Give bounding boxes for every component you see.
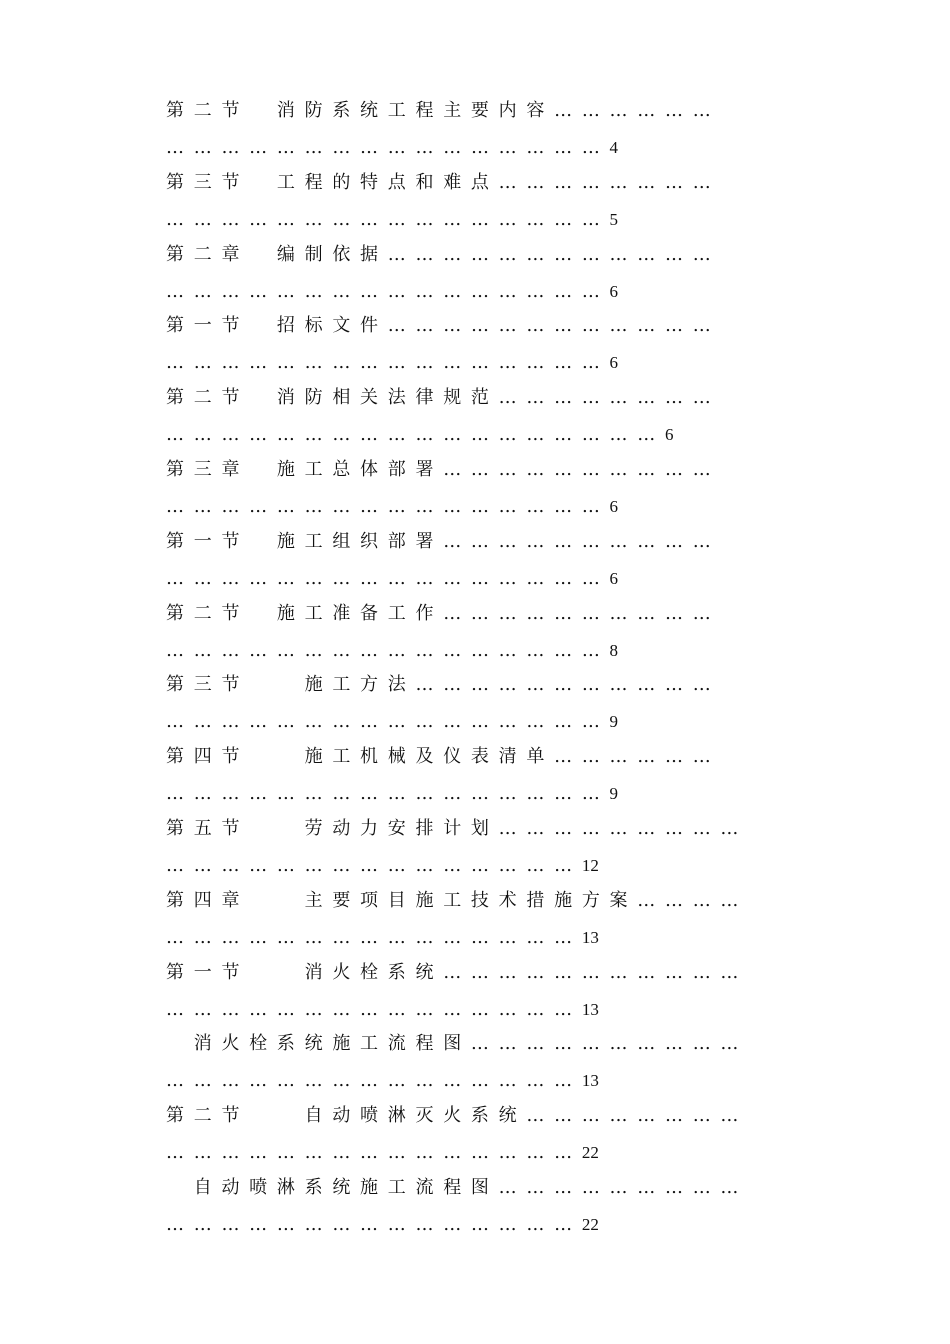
toc-leader-dots: … … … … … … … … … … … … … … … … [166,352,610,374]
toc-entry-title: 自 动 喷 淋 系 统 施 工 流 程 图 … … … … … … … … … [166,1177,741,1198]
toc-leader-dots: … … … … … … … … … … … … … … … … [166,496,610,517]
toc-page-number: 5 [609,209,619,229]
toc-leader-dots: … … … … … … … … … … … … … … … … [166,280,610,302]
toc-page-number: 13 [581,1071,599,1091]
toc-leader-dots: … … … … … … … … … … … … … … … [166,1070,582,1092]
toc-leader-dots: … … … … … … … … … … … … … … … [166,855,582,876]
toc-leader-dots: … … … … … … … … … … … … … … … [166,1214,582,1235]
toc-entry-leader-line [166,279,618,305]
toc-entry-leader-line [166,350,618,376]
toc-page-number: 8 [609,640,619,660]
toc-entry-title: 第 二 节 消 防 系 统 工 程 主 要 内 容 … … … … … … [166,100,713,121]
toc-leader-dots: … … … … … … … … … … … … … … … … [166,567,610,589]
toc-entry-leader-line [166,494,618,520]
toc-entry-leader-line [166,925,599,951]
toc-leader-dots: … … … … … … … … … … … … … … … [166,998,582,1020]
toc-page-number: 9 [609,784,619,804]
toc-page-number: 13 [581,999,599,1019]
toc-entry-title: 第 二 节 消 防 相 关 法 律 规 范 … … … … … … … … [166,387,713,409]
toc-entry-leader-line [166,709,618,735]
toc-leader-dots: … … … … … … … … … … … … … … … … [166,639,610,661]
toc-entry-title: 第 四 节 施 工 机 械 及 仪 表 清 单 … … … … … … [166,746,713,768]
toc-entry-leader-line [166,853,599,879]
toc-page-number: 12 [581,856,599,875]
toc-entry-leader-line [166,1068,599,1094]
toc-entry-title: 第 一 节 消 火 栓 系 统 … … … … … … … … … … … [166,961,741,983]
toc-page-number: 6 [665,425,674,445]
toc-page-number: 22 [581,1215,599,1234]
toc-entry-leader-line [166,422,674,448]
toc-leader-dots: … … … … … … … … … … … … … … … … … … [166,424,665,446]
toc-page-number: 13 [581,927,599,947]
toc-page-number: 6 [609,568,619,588]
toc-leader-dots: … … … … … … … … … … … … … … … [166,926,582,948]
toc-entry-title: 第 一 节 招 标 文 件 … … … … … … … … … … … … [166,315,713,337]
toc-leader-dots: … … … … … … … … … … … … … … … … [166,208,610,230]
toc-entry-title: 第 三 章 施 工 总 体 部 署 … … … … … … … … … … [166,459,713,480]
toc-leader-dots: … … … … … … … … … … … … … … … … [166,137,610,158]
toc-entry-leader-line [166,566,618,592]
toc-page-number: 9 [609,712,619,732]
toc-entry-leader-line [166,997,599,1023]
toc-leader-dots: … … … … … … … … … … … … … … … [166,1142,582,1164]
toc-leader-dots: … … … … … … … … … … … … … … … … [166,783,610,805]
toc-page-number: 4 [609,138,619,157]
toc-page-number: 6 [609,353,619,373]
toc-entry-leader-line [166,1212,599,1238]
toc-entry-title: 第 一 节 施 工 组 织 部 署 … … … … … … … … … … [166,530,713,552]
toc-entry-title: 第 二 节 自 动 喷 淋 灭 火 系 统 … … … … … … … … [166,1105,741,1127]
toc-entry-title: 第 三 节 工 程 的 特 点 和 难 点 … … … … … … … … [166,171,713,193]
toc-entry-title: 第 二 章 编 制 依 据 … … … … … … … … … … … … [166,243,713,265]
toc-entry-leader-line [166,781,618,807]
toc-entry-leader-line [166,638,618,664]
toc-entry-title: 第 二 节 施 工 准 备 工 作 … … … … … … … … … … [166,602,713,624]
toc-entry-leader-line [166,135,618,161]
toc-entry-title: 第 三 节 施 工 方 法 … … … … … … … … … … … [166,674,713,696]
toc-entry-title: 消 火 栓 系 统 施 工 流 程 图 … … … … … … … … … … [166,1033,741,1055]
toc-entry-title: 第 五 节 劳 动 力 安 排 计 划 … … … … … … … … … [166,818,741,839]
toc-page-number: 22 [581,1143,599,1163]
toc-leader-dots: … … … … … … … … … … … … … … … … [166,711,610,733]
toc-entry-leader-line [166,1140,599,1166]
toc-entry-title: 第 四 章 主 要 项 目 施 工 技 术 措 施 方 案 … … … … [166,889,741,911]
toc-page-number: 6 [609,281,619,301]
toc-entry-leader-line [166,207,618,233]
toc-page-number: 6 [609,497,619,516]
